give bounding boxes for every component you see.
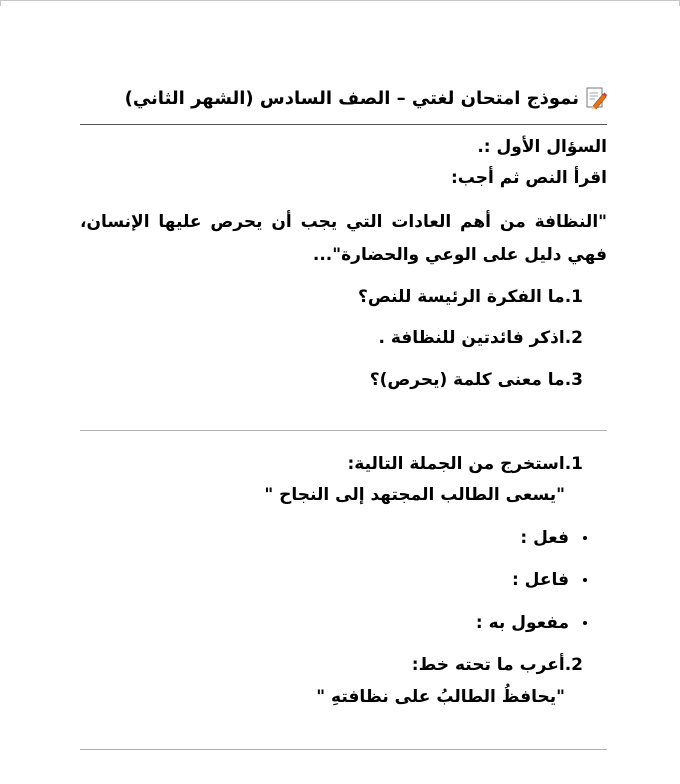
bullet-icon bbox=[583, 578, 587, 582]
question-text: استخرج من الجملة التالية: bbox=[347, 454, 565, 474]
question-text: اذكر فائدتين للنظافة . bbox=[378, 328, 565, 348]
answer-item bbox=[520, 528, 587, 548]
edit-document-icon bbox=[585, 86, 607, 110]
question-text: ما الفكرة الرئيسة للنص؟ bbox=[358, 287, 565, 307]
question-text: ما معنى كلمة (يحرص)؟ bbox=[369, 370, 565, 390]
section-divider bbox=[80, 749, 607, 750]
question-number: 2. bbox=[564, 328, 583, 348]
question-number: 1. bbox=[564, 454, 583, 474]
document-page bbox=[80, 0, 607, 784]
question-number: 3. bbox=[564, 370, 583, 390]
example-sentence: "يسعى الطالب المجتهد إلى النجاح " bbox=[264, 485, 565, 505]
question-item bbox=[370, 370, 583, 390]
answer-item bbox=[476, 613, 587, 633]
title-divider bbox=[80, 124, 607, 125]
reading-passage: "النظافة من أهم العادات التي يجب أن يحرص عليها الإنسان، فهي دليل على الوعي والحضارة"... bbox=[80, 212, 607, 265]
question-item bbox=[358, 287, 583, 307]
page-title: نموذج امتحان لغتي – الصف السادس (الشهر الثاني) bbox=[124, 87, 579, 109]
question-heading: السؤال الأول :. bbox=[477, 137, 607, 157]
question-number: 2. bbox=[564, 655, 583, 675]
answer-item bbox=[512, 570, 587, 590]
bullet-icon bbox=[583, 621, 587, 625]
question-text: أعرب ما تحته خط: bbox=[411, 655, 565, 675]
answer-label: مفعول به : bbox=[475, 613, 569, 633]
question-item bbox=[378, 328, 583, 348]
question-item bbox=[412, 655, 583, 675]
page-edge-left bbox=[0, 0, 1, 6]
question-item bbox=[347, 454, 583, 474]
answer-label: فاعل : bbox=[511, 570, 569, 590]
question-number: 1. bbox=[564, 287, 583, 307]
example-sentence: "يحافظُ الطالبُ على نظافتهِ " bbox=[316, 687, 565, 707]
title-row bbox=[125, 86, 607, 110]
section-divider bbox=[80, 430, 607, 431]
bullet-icon bbox=[583, 536, 587, 540]
answer-label: فعل : bbox=[520, 528, 569, 548]
instruction-text: اقرأ النص ثم أجب: bbox=[450, 168, 607, 188]
